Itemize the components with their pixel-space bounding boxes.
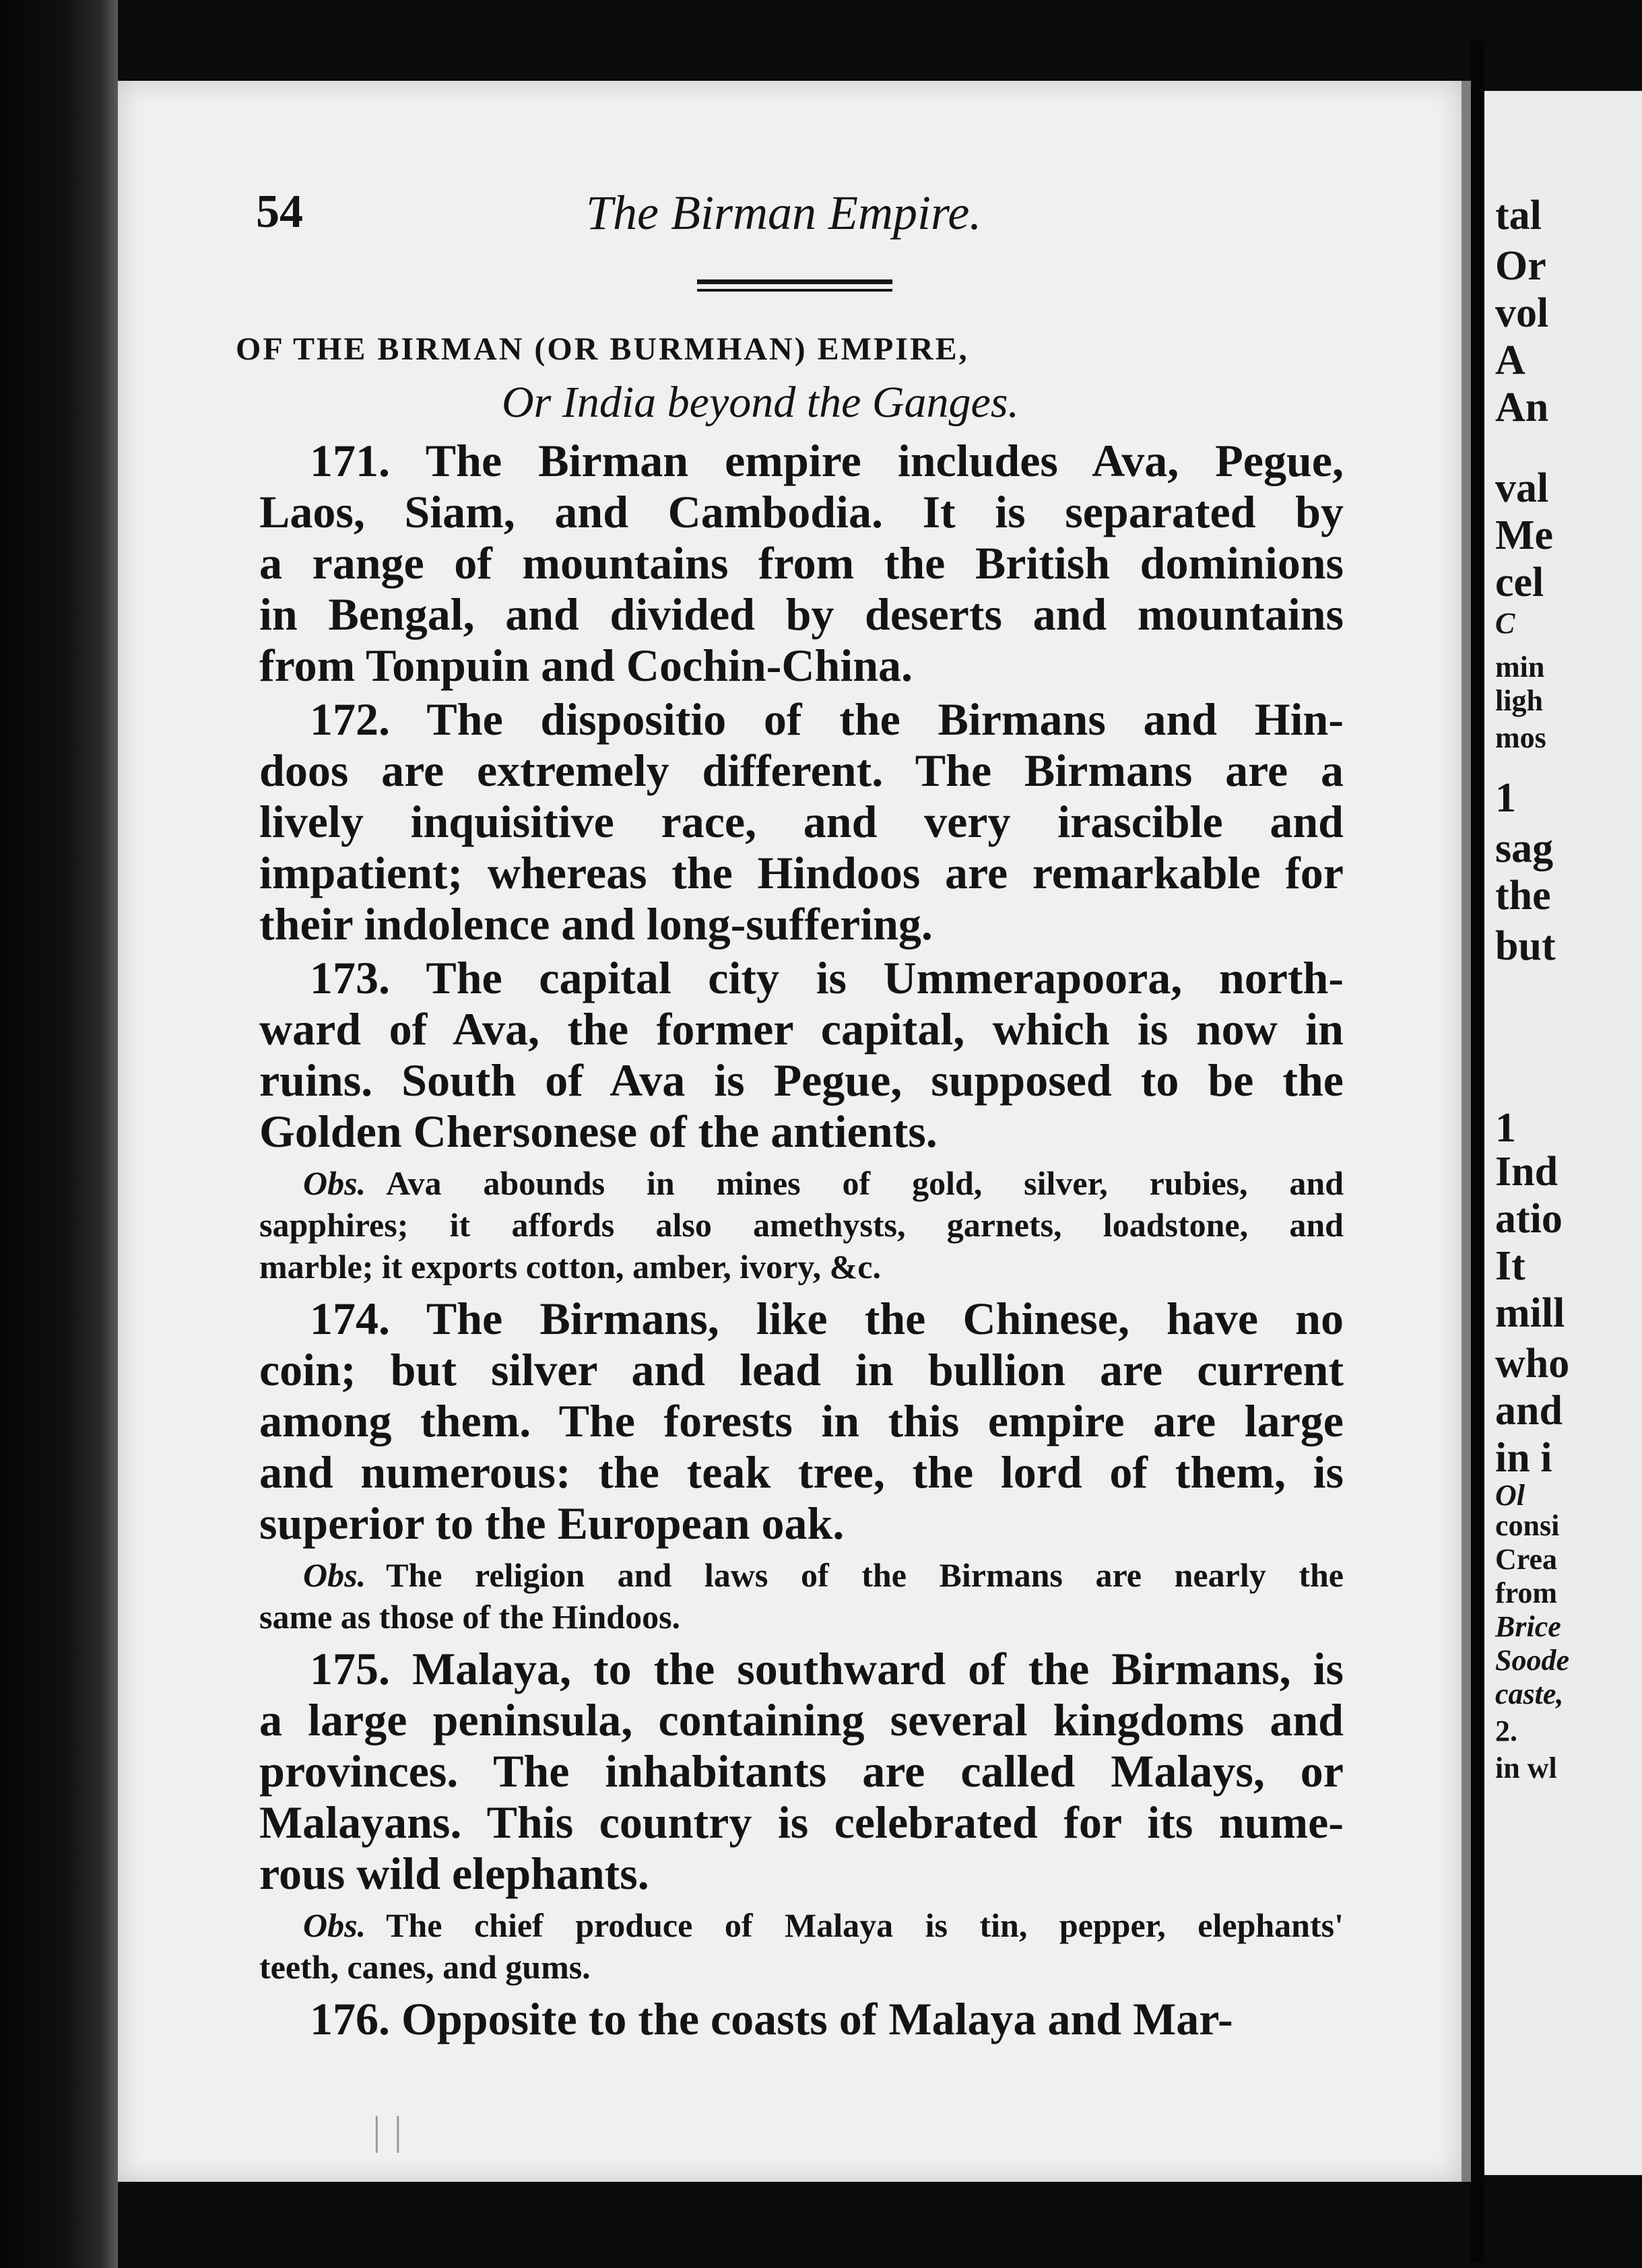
observation-text: The religion and laws of the Birmans are nearly the [386,1556,1344,1594]
paragraph [259,1643,1344,1899]
right-page-fragment: sag [1495,826,1554,871]
paragraph-line: a range of mountains from the British dominions [259,537,1344,589]
paragraph-line: 174. The Birmans, like the Chinese, have no [310,1293,1344,1344]
right-page-fragment: A [1495,337,1525,383]
observation-note [259,1554,1344,1638]
right-page-fragment: mill [1495,1290,1565,1336]
paragraph [259,1293,1344,1549]
paragraph-line: 175. Malaya, to the southward of the Birmans, is [310,1643,1344,1694]
observation-label: Obs. [303,1556,366,1594]
observation-line: teeth, canes, and gums. [259,1948,591,1986]
right-page-fragment: and [1495,1388,1563,1434]
paragraph [259,435,1344,691]
observation-line [259,1554,1344,1596]
observation-line [259,1162,1344,1204]
right-page-fragment: Brice [1495,1610,1561,1643]
page-header [141,185,1347,259]
observation-note [259,1162,1344,1288]
paragraph-line: from Tonpuin and Cochin-China. [259,640,913,691]
right-page-fragment: the [1495,873,1551,919]
right-page-edge [1484,91,1642,2175]
paragraph-line: their indolence and long-suffering. [259,898,933,949]
paragraph-line: lively inquisitive race, and very irascible and [259,796,1344,847]
observation-label: Obs. [303,1164,366,1202]
paragraph-line: a large peninsula, containing several kingdoms and [259,1694,1344,1745]
right-page-fragment: atio [1495,1196,1563,1242]
observation-note [259,1904,1344,1988]
rule-thin [697,289,892,292]
paragraph-line: 172. The dispositio of the Birmans and Hin- [310,694,1344,745]
section-title: OF THE BIRMAN (OR BURMHAN) EMPIRE, [236,331,969,367]
right-page-fragment: It [1495,1243,1525,1289]
paragraph-line: 173. The capital city is Ummerapoora, north- [310,952,1344,1003]
right-page-fragment: Ind [1495,1149,1558,1195]
paragraph-line: Laos, Siam, and Cambodia. It is separated by [259,486,1344,537]
right-page-fragment: val [1495,465,1549,511]
right-page-fragment: in wl [1495,1752,1557,1785]
right-page-fragment: Soode [1495,1644,1569,1677]
right-page-fragment: Me [1495,512,1554,558]
right-page-fragment: 1 [1495,775,1516,821]
body-text [141,435,1347,2044]
paragraph-line: Malayans. This country is celebrated for its nume- [259,1797,1344,1848]
right-page-fragment: Ol [1495,1479,1525,1512]
observation-line: sapphires; it affords also amethysts, garnets, loadstone, and [259,1206,1344,1244]
right-page-fragment: An [1495,385,1549,430]
paragraph-line: rous wild elephants. [259,1848,649,1899]
paragraph-line: coin; but silver and lead in bullion are current [259,1344,1344,1395]
observation-line: marble; it exports cotton, amber, ivory, &c. [259,1248,881,1286]
observation-text: The chief produce of Malaya is tin, pepper, elephants' [386,1906,1344,1944]
footer-marks: | | [370,2108,403,2153]
paragraph [259,694,1344,949]
right-page-fragment: but [1495,923,1556,969]
right-page-fragment: mos [1495,721,1546,754]
right-page-fragment: Crea [1495,1543,1558,1576]
right-page-fragment: min [1495,651,1545,683]
paragraph-line: superior to the European oak. [259,1498,845,1549]
right-page-fragment: caste, [1495,1677,1564,1710]
observation-line: same as those of the Hindoos. [259,1598,681,1636]
page-number: 54 [256,186,303,238]
paragraph-line: Golden Chersonese of the antients. [259,1106,938,1157]
paragraph-line: and numerous: the teak tree, the lord of them, is [259,1446,1344,1498]
paragraph [259,952,1344,1157]
right-page-fragment: 1 [1495,1105,1516,1151]
rule-thick [697,279,892,284]
right-page-fragment: ligh [1495,684,1543,717]
page-edge [1462,81,1471,2182]
right-page-fragment: consi [1495,1509,1560,1542]
right-page-fragment: C [1495,607,1515,640]
paragraph-line: provinces. The inhabitants are called Malays, or [259,1745,1344,1797]
paragraph-line: ruins. South of Ava is Pegue, supposed to be the [259,1055,1344,1106]
right-page-fragment: who [1495,1341,1570,1387]
right-page-fragment: from [1495,1576,1558,1609]
book-spine-shadow [0,0,118,2268]
right-page-fragment: tal [1495,193,1542,238]
paragraph [259,1993,1344,2044]
right-page-fragment: vol [1495,290,1549,336]
observation-text: Ava abounds in mines of gold, silver, rubies, and [386,1164,1344,1202]
book-gutter [1471,40,1484,2263]
observation-label: Obs. [303,1906,366,1944]
right-page-fragment: Or [1495,243,1546,289]
section-subtitle: Or India beyond the Ganges. [502,378,1020,427]
paragraph-line: among them. The forests in this empire are large [259,1395,1344,1446]
right-page-fragment: in i [1495,1435,1552,1481]
header-rule [697,279,892,292]
right-page-fragment: cel [1495,560,1544,605]
running-head: The Birman Empire. [586,186,982,240]
observation-line [259,1904,1344,1946]
paragraph-line: ward of Ava, the former capital, which is now in [259,1003,1344,1055]
paragraph-line: impatient; whereas the Hindoos are remarkable for [259,847,1344,898]
paragraph-line: 176. Opposite to the coasts of Malaya and Mar- [310,1993,1233,2044]
right-page-fragment: 2. [1495,1714,1517,1747]
page-content [141,185,1347,2044]
paragraph-line: 171. The Birman empire includes Ava, Pegue, [310,435,1344,486]
paragraph-line: doos are extremely different. The Birmans are a [259,745,1344,796]
paragraph-line: in Bengal, and divided by deserts and mountains [259,589,1344,640]
